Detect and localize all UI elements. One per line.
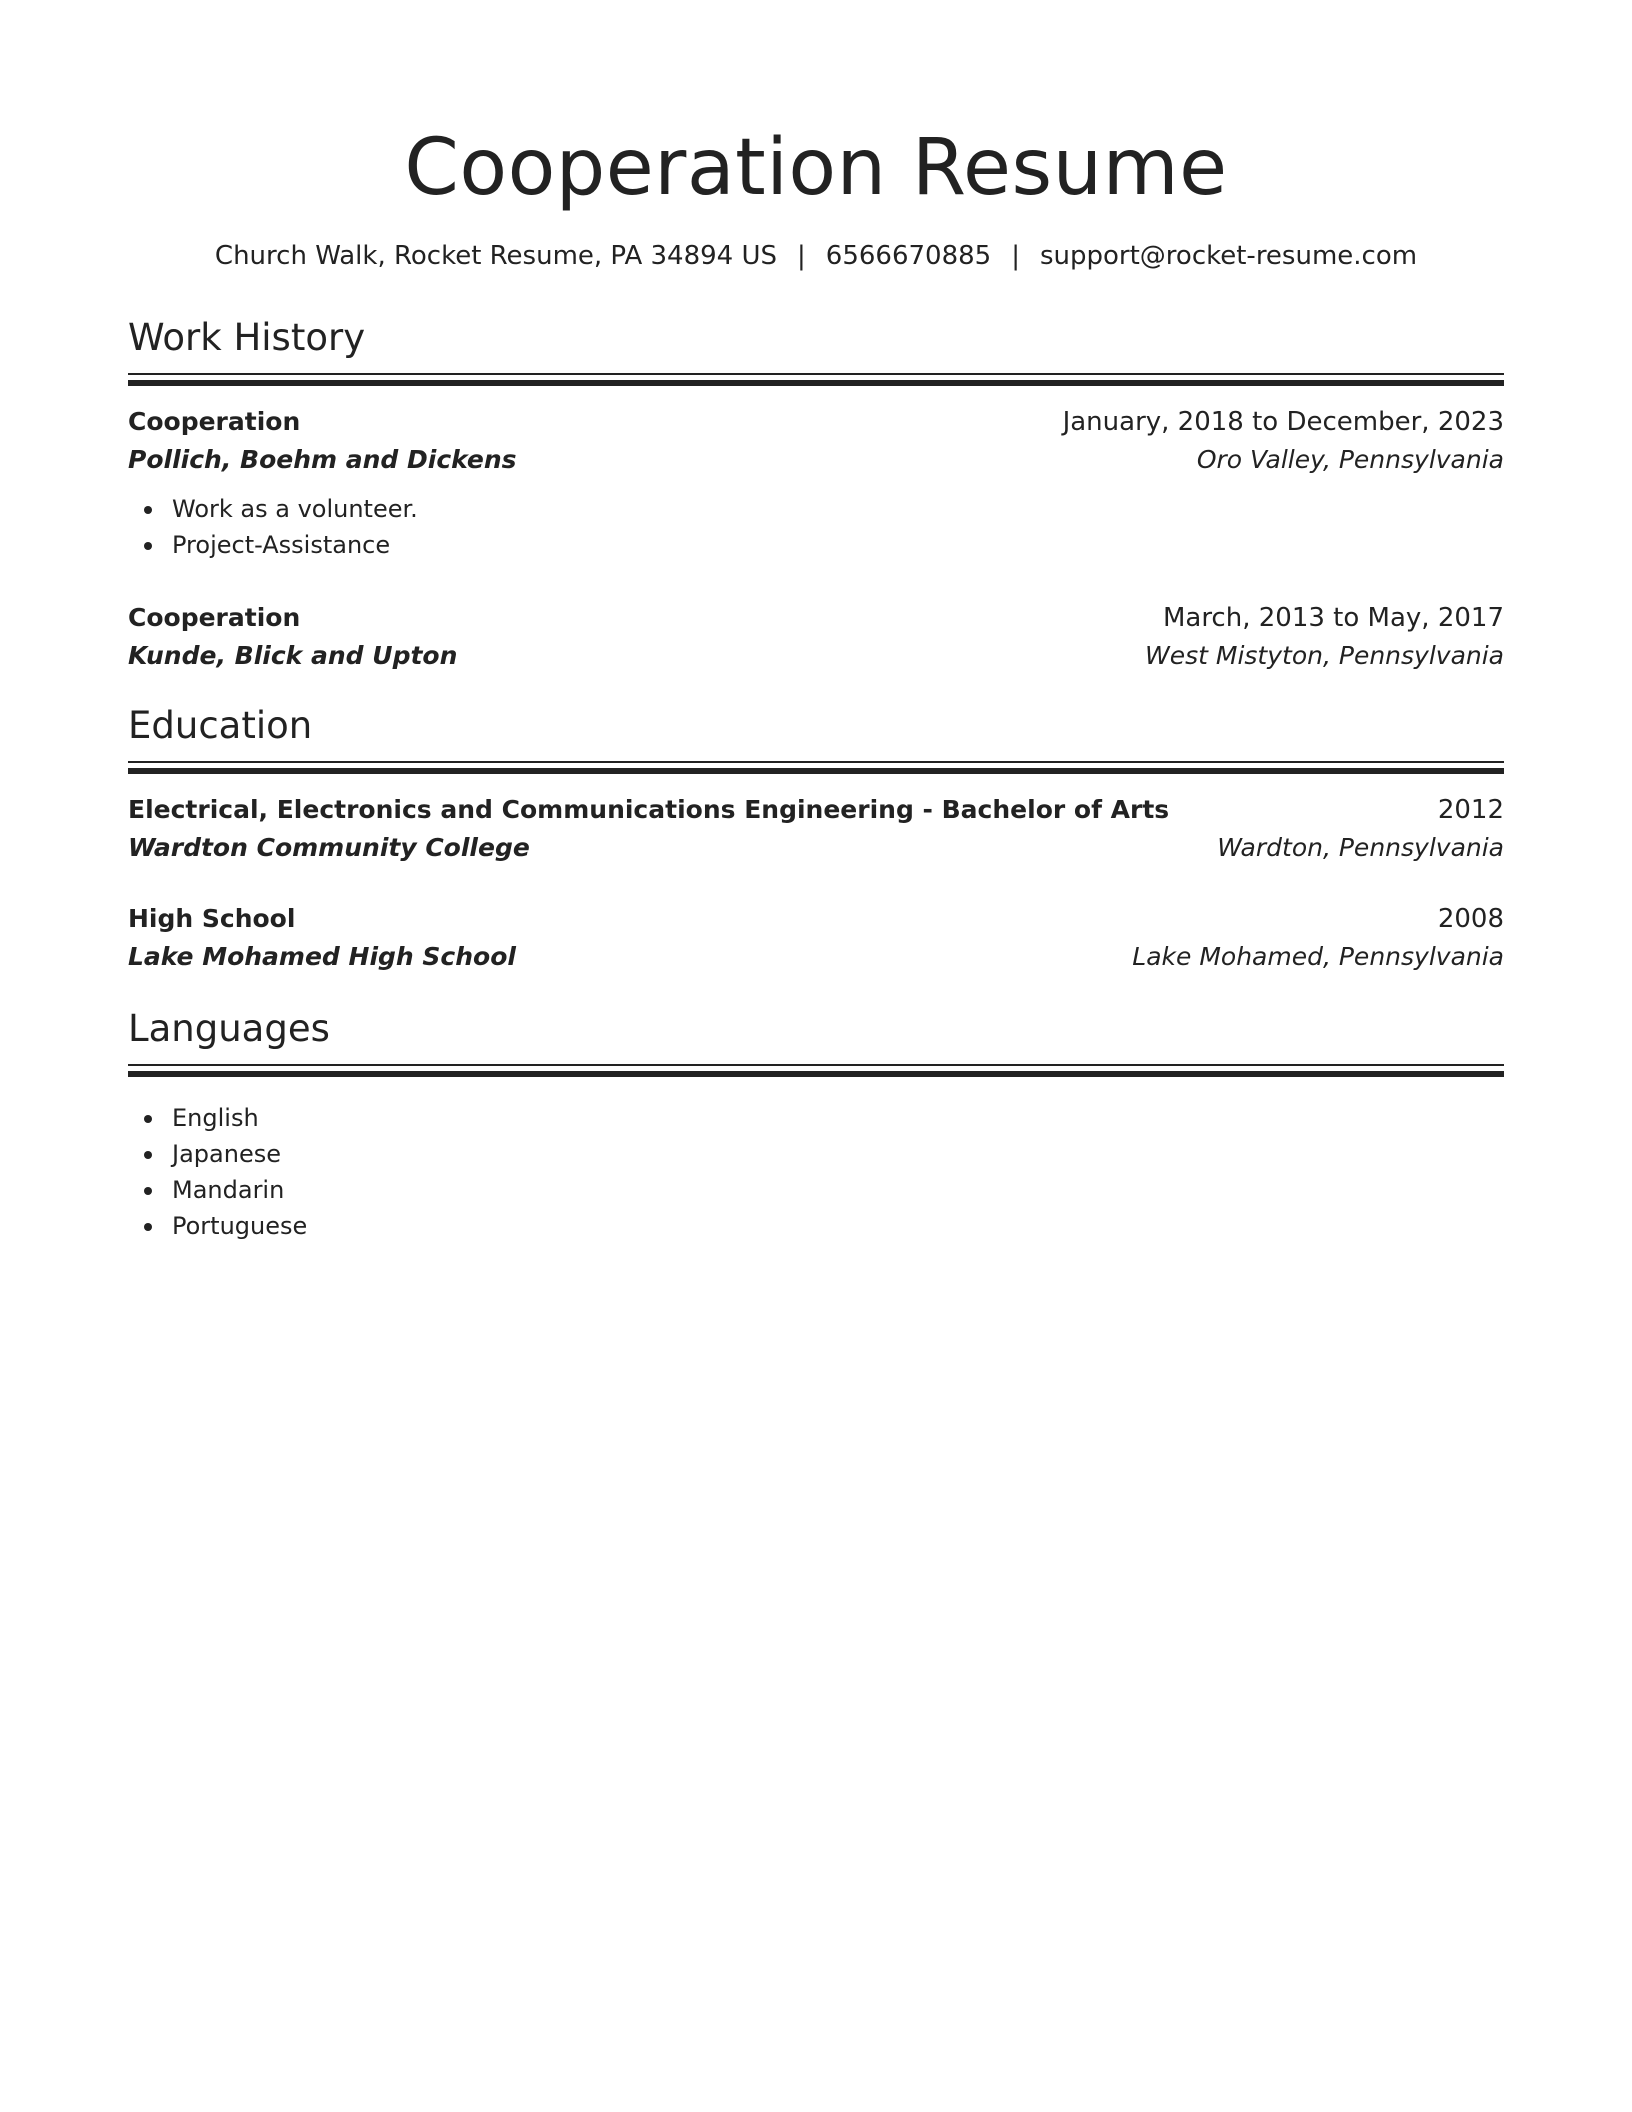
school-location: Wardton, Pennsylvania xyxy=(1217,833,1504,862)
job-dates: January, 2018 to December, 2023 xyxy=(1062,407,1504,437)
list-item: Portuguese xyxy=(172,1208,1504,1244)
degree-year: 2008 xyxy=(1437,904,1504,934)
list-item: Work as a volunteer. xyxy=(172,491,1504,527)
job-duties xyxy=(128,491,1504,563)
education-entry xyxy=(128,791,1504,867)
degree-title: High School xyxy=(128,904,296,933)
school-location: Lake Mohamed, Pennsylvania xyxy=(1132,942,1504,971)
section-divider xyxy=(128,1064,1504,1066)
contact-separator: | xyxy=(797,241,806,271)
work-entry xyxy=(128,403,1504,563)
section-divider xyxy=(128,761,1504,763)
languages-list-wrap xyxy=(128,1100,1504,1244)
section-divider xyxy=(128,380,1504,386)
work-history-section xyxy=(128,313,1504,386)
section-heading-languages: Languages xyxy=(128,1007,330,1050)
contact-separator: | xyxy=(1011,241,1020,271)
school-name: Lake Mohamed High School xyxy=(128,942,516,971)
job-dates: March, 2013 to May, 2017 xyxy=(1162,603,1504,633)
school-name: Wardton Community College xyxy=(128,833,530,862)
section-divider xyxy=(128,373,1504,375)
languages-list xyxy=(128,1100,1504,1244)
education-entry xyxy=(128,900,1504,976)
list-item: Japanese xyxy=(172,1136,1504,1172)
work-entry xyxy=(128,599,1504,675)
contact-phone: 6566670885 xyxy=(825,241,992,271)
degree-year: 2012 xyxy=(1437,795,1504,825)
resume-name: Cooperation Resume xyxy=(404,123,1228,213)
section-heading-work-history: Work History xyxy=(128,316,366,359)
section-divider xyxy=(128,768,1504,774)
job-title: Cooperation xyxy=(128,603,301,632)
job-location: Oro Valley, Pennsylvania xyxy=(1196,445,1504,474)
job-title: Cooperation xyxy=(128,407,301,436)
list-item: Project-Assistance xyxy=(172,527,1504,563)
degree-title: Electrical, Electronics and Communications Engineering - Bachelor of Arts xyxy=(128,795,1170,824)
contact-address: Church Walk, Rocket Resume, PA 34894 US xyxy=(214,241,778,271)
section-heading-education: Education xyxy=(128,704,313,747)
languages-section xyxy=(128,1004,1504,1077)
education-section xyxy=(128,701,1504,774)
contact-line xyxy=(128,238,1504,274)
job-company: Pollich, Boehm and Dickens xyxy=(128,445,517,474)
job-company: Kunde, Blick and Upton xyxy=(128,641,458,670)
section-divider xyxy=(128,1071,1504,1077)
list-item: Mandarin xyxy=(172,1172,1504,1208)
job-location: West Mistyton, Pennsylvania xyxy=(1145,641,1504,670)
contact-email: support@rocket-resume.com xyxy=(1039,241,1418,271)
list-item: English xyxy=(172,1100,1504,1136)
